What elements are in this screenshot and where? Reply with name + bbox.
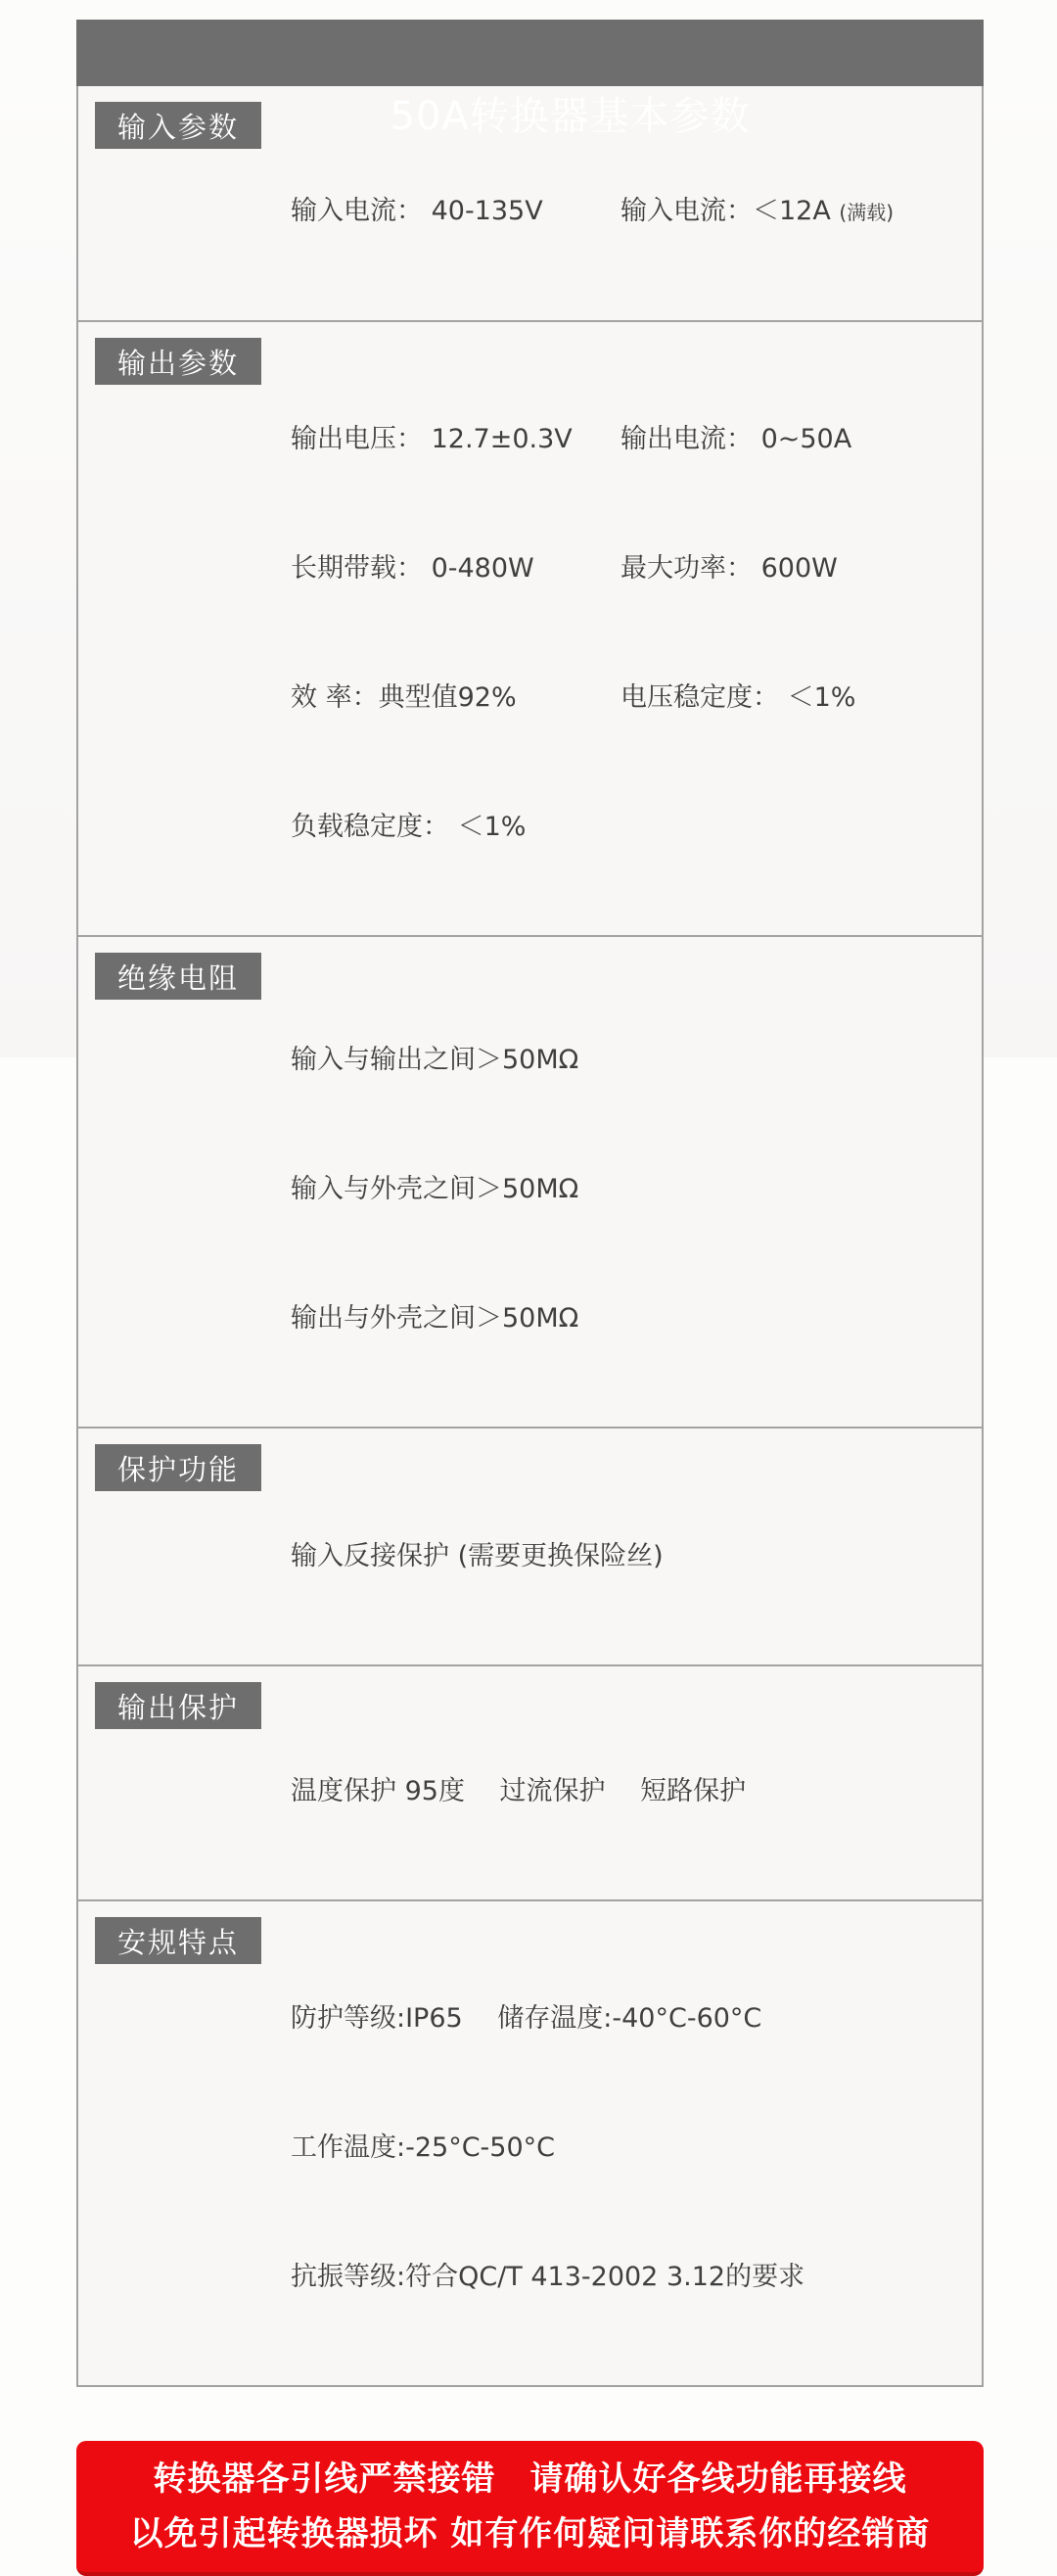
spec-row-insulation-resistance — [78, 937, 982, 1429]
row-content — [291, 1901, 962, 2385]
spec-value: 防护等级:IP65 储存温度:-40°C-60°C — [291, 2003, 762, 2034]
spec-line — [291, 190, 962, 234]
row-label-output-params: 输出参数 — [95, 338, 261, 385]
spec-line — [291, 418, 962, 461]
spec-line — [291, 1535, 962, 1578]
row-label-protection-function: 保护功能 — [95, 1444, 261, 1491]
spec-row-output-protection — [78, 1666, 982, 1901]
spec-value: 最大功率： 600W — [620, 553, 838, 584]
table-title: 50A转换器基本参数 — [390, 94, 751, 139]
spec-line — [291, 2127, 962, 2170]
spec-line — [291, 1297, 962, 1340]
row-label-safety-features: 安规特点 — [95, 1917, 261, 1964]
spec-value: 长期带载： 0-480W — [291, 553, 534, 584]
row-label-output-protection: 输出保护 — [95, 1682, 261, 1729]
spec-line — [291, 547, 962, 590]
row-content — [291, 1666, 962, 1899]
spec-value: 输入反接保护 (需要更换保险丝) — [291, 1541, 664, 1571]
row-label-insulation-resistance: 绝缘电阻 — [95, 953, 261, 1000]
spec-line — [291, 1997, 962, 2040]
spec-line — [291, 2256, 962, 2299]
spec-note: (满载) — [839, 201, 895, 224]
spec-value: 输出与外壳之间＞50MΩ — [291, 1303, 579, 1334]
warning-banner — [76, 2441, 984, 2576]
spec-value: 输出电压： 12.7±0.3V — [291, 424, 573, 454]
spec-line — [291, 677, 962, 720]
spec-value: 工作温度:-25°C-50°C — [291, 2132, 555, 2163]
spec-line — [291, 1770, 962, 1813]
spec-line — [291, 1168, 962, 1211]
spec-value: 抗振等级:符合QC/T 413-2002 3.12的要求 — [291, 2262, 805, 2292]
spec-value: 输入电流： 40-135V — [291, 196, 543, 226]
spec-row-output-params — [78, 322, 982, 937]
spec-row-safety-features — [78, 1901, 982, 2387]
spec-value: 输入与外壳之间＞50MΩ — [291, 1174, 579, 1204]
row-content — [291, 937, 962, 1427]
spec-line — [291, 1039, 962, 1082]
row-content — [291, 1429, 962, 1664]
spec-value: 温度保护 95度 过流保护 短路保护 — [291, 1776, 747, 1806]
spec-value: 电压稳定度： ＜1% — [620, 682, 856, 713]
spec-value: 输入电流：＜12A — [620, 196, 840, 226]
warning-line-1: 转换器各引线严禁接错 请确认好各线功能再接线 — [153, 2459, 907, 2499]
warning-line-2: 以免引起转换器损坏 如有作何疑问请联系你的经销商 — [129, 2514, 931, 2553]
row-content — [291, 86, 962, 320]
spec-value: 输入与输出之间＞50MΩ — [291, 1045, 579, 1075]
spec-rows — [76, 86, 984, 2387]
spec-value: 效 率：典型值92% — [291, 682, 517, 713]
spec-row-input-params — [78, 86, 982, 322]
spec-value: 负载稳定度： ＜1% — [291, 812, 527, 842]
spec-value — [620, 190, 894, 234]
row-content — [291, 322, 962, 935]
row-label-input-params: 输入参数 — [95, 102, 261, 149]
spec-line — [291, 806, 962, 849]
spec-table — [76, 20, 984, 2387]
spec-row-protection-function — [78, 1429, 982, 1666]
spec-value: 输出电流： 0~50A — [620, 424, 852, 454]
